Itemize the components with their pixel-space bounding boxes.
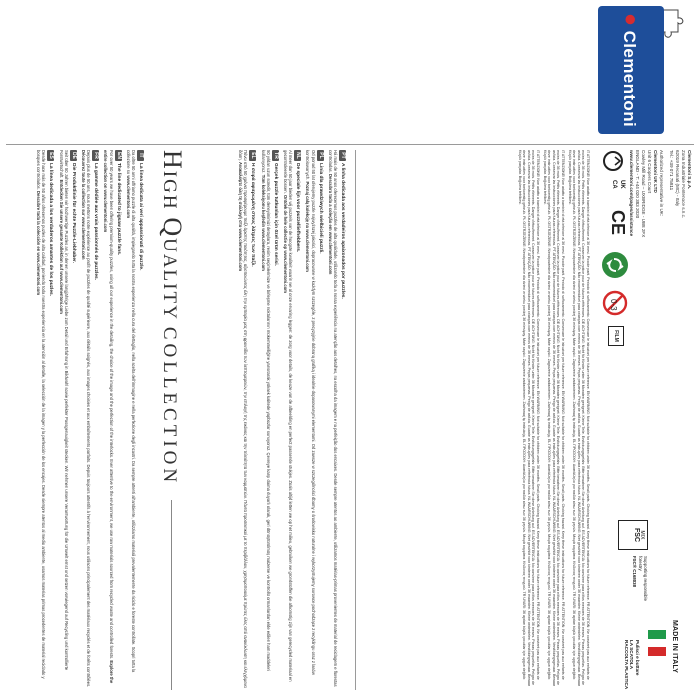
warnings-paragraph: IT ATTENZIONE! Non adatto a bambini di età inferiore ai 36 mesi. Piccole parti. Pericolo di soffocamento. Conservare le istruzioni per future referenze. EN WARNING: Not suitable for children under 36 months. Small parts. Choking hazard. Keep these instructions for future reference. FR ATTENTION: Ne convient pas aux enfants de moins de 36 mois. Petits éléments. Danger d'étouffement. Conserver la notice pour de futures références. DE ACHTUNG: Nicht für Kinder unter 36 Monaten geeignet. Kleine Teile. Erstickungsgefahr. Bitte bewahren Sie diese Anleitung auf. ES ADVERTENCIA: No conviene para niños menores de 36 meses. Piezas pequeñas. Peligro de asfixia. Conservar las instrucciones para futuras referencias. PT ATENÇÃO: Não recomendável para crianças com menos de 36 meses. Peças pequenas. Perigo de asfixia. Guarde as instruções para referência futura. NL WAARSCHUWING: Niet geschikt voor kinderen onder 36 maanden. Kleine onderdelen. Verstikkingsgevaar. Bewaar deze instructies voor toekomstig gebruik. PL OSTRZEŻENIE: Nieodpowiednie dla dzieci w wieku poniżej 36 miesięcy. Małe części. Zagrożenie zadławieniem. Zachowaj tę instrukcję. EL ΠΡΟΣΟΧΗ: Ακατάλληλο για παιδιά κάτω των 36 μηνών. Μικρά κομμάτια. Κίνδυνος πνιγμού. TR UYARI: 36 aydan küçük çocuklar için uygun değildir. Küçük parçalar. Boğulma tehlikesi.: [567, 150, 590, 687]
clementoni-logo: ●Clementoni: [598, 6, 664, 134]
lang-heading-nl: De speciale lijn voor puzzelliefhebbers.: [295, 163, 301, 253]
uk-rep-label: Authorized representative in UK:: [659, 150, 664, 217]
green-recycle-icon: [600, 250, 630, 280]
lang-web-el: Ανακαλύψτε όλη τη συλλογή στο www.clementoni.com: [238, 162, 244, 272]
lang-web-en: Explore the entire collection on www.clementoni.com: [103, 150, 114, 684]
lang-body-nl: Al meer dan 50 jaar bieden wij puzzels van de hoogste kwaliteit waarin we al onze ervaring leggen: de zorg voor details, de keuze van de afbeelding en perfect passende stukjes. Zoals altijd letten we op het milieu, gebruiken we grondstoffen die afkomstig zijn van gerecycled materiaal en gecontroleerde bossen.: [282, 150, 294, 682]
fsc-text-block: [632, 556, 648, 616]
recycle-note-3: RACCOLTA PLASTICA: [623, 640, 629, 690]
film-mark: FILM: [608, 326, 624, 346]
lang-web-fr: Découvrez toute la collection sur www.clementoni.com: [80, 150, 86, 260]
lang-body-tr: 50 yıldan uzun süredir, tüm deneyimimizi detaylara, resim seçimlerimize ve birleşme noktalarının mükemmelliğine yansıtarak yüksek kalitede yapbozlar sunuyoruz. Çevreye karşı daima duyarlı olarak, geri dönüştürülmüş malzeme ve kontrollü ormanlardan elde edilen ham maddeleri kullanıyoruz.: [260, 150, 271, 671]
lang-web-it: www.clementoni.com: [125, 175, 131, 219]
lang-block-it: [126, 150, 144, 690]
uk-address-line-2: Cowley Mill Road – UXBRIDGE - UB8 2FX: [641, 150, 646, 238]
lang-code-pl: PL: [317, 150, 324, 161]
lang-block-de: [58, 150, 76, 690]
fsc-label: FSC: [633, 528, 640, 542]
warnings-paragraph-3: IT ATTENZIONE! Non adatto a bambini di età inferiore ai 36 mesi. Piccole parti. Pericolo di soffocamento. Conservare le istruzioni per future referenze. EN WARNING: Not suitable for children under 36 months. Small parts. Choking hazard. Keep these instructions for future reference. FR ATTENTION: Ne convient pas aux enfants de moins de 36 mois. Petits éléments. Danger d'étouffement. Conserver la notice pour de futures références. DE ACHTUNG: Nicht für Kinder unter 36 Monaten geeignet. Kleine Teile. Erstickungsgefahr. Bitte bewahren Sie diese Anleitung auf. ES ADVERTENCIA: No conviene para niños menores de 36 meses. Piezas pequeñas. Peligro de asfixia. Conservar las instrucciones para futuras referencias. PT ATENÇÃO: Não recomendável para crianças com menos de 36 meses. Peças pequenas. Perigo de asfixia. Guarde as instruções para referência futura. NL WAARSCHUWING: Niet geschikt voor kinderen onder 36 maanden. Kleine onderdelen. Verstikkingsgevaar. Bewaar deze instructies voor toekomstig gebruik. PL OSTRZEŻENIE: Nieodpowiednie dla dzieci w wieku poniżej 36 miesięcy. Małe części. Zagrożenie zadławieniem. Zachowaj tę instrukcję. EL ΠΡΟΣΟΧΗ: Ακατάλληλο για παιδιά κάτω των 36 μηνών. Μικρά κομμάτια. Κίνδυνος πνιγμού. TR UYARI: 36 aydan küçük çocuklar için uygun değildir. Küçük parçalar. Boğulma tehlikesi.: [517, 150, 541, 687]
uk-address-line-3: ENGLAND - T: +44 020 383 2020: [635, 150, 640, 219]
uk-company-name: Clementoni UK LTD: [653, 150, 658, 193]
lang-web-tr: Tüm koleksiyonu keşfedin www.clementoni.com: [260, 174, 266, 271]
lang-heading-tr: Gerçek puzzle tutkunları için özel ürün serisi.: [272, 163, 278, 266]
logo-band: [592, 0, 700, 140]
italy-flag: [648, 630, 666, 656]
lang-body-pl: Od ponad 50 lat oferujemy puzzle najwyższej jakości, dopracowane w każdym szczególe, z precyzyjnie dobraną grafiką i idealnie dopasowanymi elementami. Od zawsze w szczególności dbamy o środowisko naturalne i wykorzystujemy surowce pochodzące z recyklingu oraz z lasów kontrolowanych.: [305, 150, 316, 675]
lang-heading-es: La línea dedicada a los verdaderos amantes de los puzles.: [48, 163, 54, 297]
title-text: [157, 150, 187, 486]
lang-web-pl: Poznaj całą kolekcję na www.clementoni.com: [305, 181, 311, 272]
fsc-text: Supporting responsible forestry: [637, 556, 648, 601]
uk-representative: [628, 150, 664, 320]
lang-code-en: EN: [115, 150, 122, 161]
lang-code-it: IT: [137, 150, 144, 161]
lang-heading-de: Die Produktlinie für echte Puzzle-Liebhaber.: [70, 163, 76, 263]
collection-title: [154, 150, 190, 690]
lang-code-de: DE: [70, 150, 77, 161]
recycle-note-2: LA SCATOLA: [629, 640, 635, 670]
title-uality: UALITY: [159, 238, 180, 327]
ukca-line-2: CA: [611, 180, 617, 189]
lang-heading-fr: La gamme dédiée aux vrais passionnés de puzzles.: [93, 163, 99, 281]
uk-address-line-1: Unit 6 Coopers Court: [647, 150, 652, 194]
lang-code-fr: FR: [92, 150, 99, 161]
fsc-code: FSC® C168038: [632, 556, 638, 588]
lang-block-pt: [328, 150, 346, 690]
lang-code-tr: TR: [272, 150, 279, 161]
lang-body-it: Da oltre 50 anni offriamo puzzle di alta qualità, impiegando tutta la nostra esperienza nella cura del dettaglio, nella scelta dell'immagine e nella perfezione degli incastri. Da sempre attenti all'ambiente, utilizziamo materiali prevalentemente da riciclo e foreste controllate. Scopri tutta la collezione su: [125, 150, 136, 673]
svg-text:0-3: 0-3: [609, 299, 618, 311]
lang-code-nl: NL: [294, 150, 301, 161]
lang-block-fr: [81, 150, 99, 690]
section-divider: [355, 150, 356, 690]
title-q: Q: [158, 217, 187, 239]
ce-mark: CE: [608, 210, 628, 236]
lang-body-en: For over 50 years we have been offering premium-quality puzzles, using all our experience in the detailing, the choice of the image and the perfection of the interlocks. Ever attentive to the environment, we use raw materials sourced from recycled waste and controlled forests.: [108, 150, 114, 660]
lang-body-pt: Há mais de 50 anos oferecemos puzzles de alta qualidade, utilizando toda a nossa experiência na atenção aos detalhes, na escolha da imagem e na perfeição dos encaixes. Desde sempre atentos ao ambiente, utilizamos matérias-primas provenientes de material de reciclagem e florestas controladas.: [327, 150, 338, 687]
safety-warnings-text: [360, 150, 590, 690]
ukca-line-1: UK: [619, 180, 625, 189]
lang-block-el: [238, 150, 256, 690]
lang-body-fr: Depuis plus de 50 ans, nous mettons notre expérience au profit de puzzles de qualité supérieure, aux détails soignés, aux images choisies et aux emboîtements parfaits. Depuis toujours attentifs à l'environnement, nous utilisons principalement des matériaux recyclés et de forêts contrôlées.: [86, 150, 92, 688]
left-language-column: [2, 150, 148, 690]
company-address: [668, 150, 692, 320]
lang-body-el: Πάνω από 50 χρόνια προσφέρουμε παζλ άριστης ποιότητας, αξιοποιώντας όλη την εμπειρία μας στη φροντίδα των λεπτομερειών, την επιλογή της εικόνας και την τελειότητα των κομματιών. Πάντα προσεκτικοί με το περιβάλλον, χρησιμοποιούμε πρώτες ύλες από ανακύκλωση και ελεγχόμενα δάση.: [238, 150, 249, 688]
lang-heading-el: Η σειρά αφιερωμένη στους λάτρεις των παζλ.: [250, 163, 256, 267]
no-under-3-icon: [602, 290, 628, 316]
lang-code-es: ES: [47, 150, 54, 161]
ukca-mark: [610, 180, 626, 189]
company-address-line-2: 62019 Recanati (MC) - Italy: [675, 150, 680, 207]
lang-block-nl: [283, 150, 301, 690]
lang-web-pt: Descubra toda a coleção em www.clementoni.com: [327, 173, 333, 275]
lang-heading-en: The line dedicated to jigsaw puzzle fans.: [115, 163, 121, 256]
fsc-logo: [618, 520, 648, 550]
company-address-line-3: Tel.: +39 071 75811: [669, 150, 674, 191]
company-address-line-1: Zona Industriale Fontenoce s.n.c.: [681, 150, 686, 219]
company-name: Clementoni S.p.A.: [687, 150, 692, 190]
logo-text: Clementoni: [620, 30, 639, 128]
lang-block-tr: [260, 150, 278, 690]
title-divider: [172, 500, 173, 690]
lang-web-es: Descubre toda la colección en www.clementoni.com: [36, 190, 42, 296]
title-igh: IGH: [159, 170, 180, 218]
uk-website: www.clementoni.com/pages/assistance: [629, 150, 634, 237]
lang-web-de: Entdecken Sie unsere gesamte Kollektion auf www.clementoni.com: [58, 179, 64, 314]
lang-heading-pt: A linha dedicada aos verdadeiros apaixonados por puzzles.: [340, 163, 345, 299]
vertical-divider: [6, 144, 694, 145]
recycle-logo-icon: [600, 150, 626, 172]
made-in-italy: MADE IN ITALY: [671, 620, 678, 674]
lang-block-es: [36, 150, 54, 690]
lang-body-de: Seit über 50 Jahren bieten wir hochwertige Puzzles an, in denen unsere langjährige Liebe zum Detail und Erfahrung in Bildwahl sowie perfekter Passgenauigkeit stecken. Wir nehmen unsere Verantwortung für die Umwelt ernst und setzen vorwiegend auf Recycling und kontrollierte Forstwirtschaft.: [58, 150, 69, 671]
lang-code-pt: PT: [339, 150, 346, 161]
middle-language-column: [200, 150, 350, 690]
warnings-paragraph-2: IT ATTENZIONE! Non adatto a bambini di età inferiore ai 36 mesi. Piccole parti. Pericolo di soffocamento. Conservare le istruzioni per future referenze. EN WARNING: Not suitable for children under 36 months. Small parts. Choking hazard. Keep these instructions for future reference. FR ATTENTION: Ne convient pas aux enfants de moins de 36 mois. Petits éléments. Danger d'étouffement. Conserver la notice pour de futures références. DE ACHTUNG: Nicht für Kinder unter 36 Monaten geeignet. Kleine Teile. Erstickungsgefahr. Bitte bewahren Sie diese Anleitung auf. ES ADVERTENCIA: No conviene para niños menores de 36 meses. Piezas pequeñas. Peligro de asfixia. Conservar las instrucciones para futuras referencias. PT ATENÇÃO: Não recomendável para crianças com menos de 36 meses. Peças pequenas. Perigo de asfixia. Guarde as instruções para referência futura. NL WAARSCHUWING: Niet geschikt voor kinderen onder 36 maanden. Kleine onderdelen. Verstikkingsgevaar. Bewaar deze instructies voor toekomstig gebruik. PL OSTRZEŻENIE: Nieodpowiednie dla dzieci w wieku poniżej 36 miesięcy. Małe części. Zagrożenie zadławieniem. Zachowaj tę instrukcję. EL ΠΡΟΣΟΧΗ: Ακατάλληλο για παιδιά κάτω των 36 μηνών. Μικρά κομμάτια. Κίνδυνος πνιγμού. TR UYARI: 36 aydan küçük çocuklar için uygun değildir. Küçük parçalar. Boğulma tehlikesi.: [542, 150, 566, 687]
recycle-note-1: Pulisci e buttare: [635, 640, 640, 676]
lang-block-en: [103, 150, 121, 690]
lang-web-nl: Ontdek de hele collectie op www.clementoni.com: [282, 194, 288, 293]
lang-body-es: Desde hace más de 50 años ofrecemos puzles de alta calidad, poniendo toda nuestra experiencia en la atención al detalle, la selección de la imagen y la perfección de los encajes. Desde siempre atentos al medio ambiente, usamos materias primas procedentes de material reciclado y bosques controlados.: [36, 150, 47, 679]
fsc-mix: MIX: [639, 530, 645, 540]
lang-block-pl: [305, 150, 323, 690]
title-h: H: [158, 150, 187, 171]
lang-heading-pl: Linia dla prawdziwych wielbicieli puzzli.: [317, 163, 323, 254]
lang-code-el: EL: [249, 150, 256, 161]
recycle-note: [623, 640, 640, 689]
lang-heading-it: La linea dedicata ai veri appassionati di puzzle.: [138, 163, 143, 271]
title-collection: COLLECTION: [159, 326, 180, 487]
